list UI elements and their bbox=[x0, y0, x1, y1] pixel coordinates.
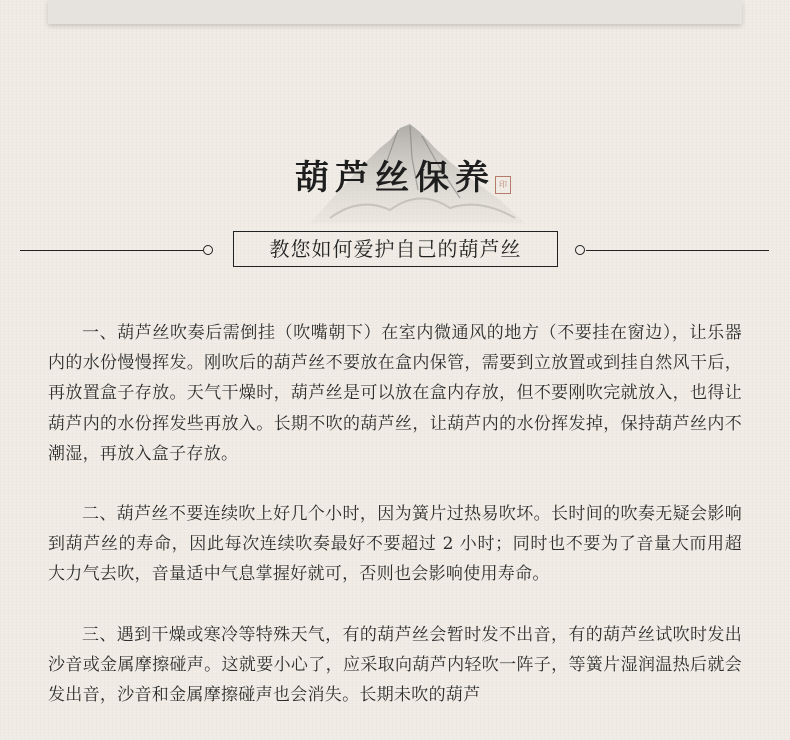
red-seal-stamp: 印 bbox=[495, 176, 511, 194]
divider-left bbox=[20, 250, 203, 251]
page-title: 葫芦丝保养 bbox=[295, 158, 495, 198]
article-body bbox=[48, 318, 742, 740]
divider-dot-right bbox=[575, 245, 585, 255]
divider-right bbox=[586, 250, 769, 251]
top-image-strip bbox=[48, 0, 742, 24]
subtitle-box: 教您如何爱护自己的葫芦丝 bbox=[233, 231, 558, 267]
paragraph-2: 二、葫芦丝不要连续吹上好几个小时，因为簧片过热易吹坏。长时间的吹奏无疑会影响到葫芦丝的寿命，因此每次连续吹奏最好不要超过 2 小时；同时也不要为了音量大而用超大力气去吹，音量适中气息掌握好就可，否则也会影响使用寿命。 bbox=[48, 504, 742, 585]
divider-dot-left bbox=[203, 245, 213, 255]
paragraph-1: 一、葫芦丝吹奏后需倒挂（吹嘴朝下）在室内微通风的地方（不要挂在窗边），让乐器内的水份慢慢挥发。刚吹后的葫芦丝不要放在盒内保管，需要到立放置或到挂自然风干后，再放置盒子存放。天气干燥时，葫芦丝是可以放在盒内存放，但不要刚吹完就放入，也得让葫芦内的水份挥发些再放入。长期不吹的葫芦丝，让葫芦内的水份挥发掉，保持葫芦丝内不潮湿，再放入盒子存放。 bbox=[48, 323, 742, 464]
paragraph-3: 三、遇到干燥或寒冷等特殊天气，有的葫芦丝会暂时发不出音，有的葫芦丝试吹时发出沙音或金属摩擦碰声。这就要小心了，应采取向葫芦内轻吹一阵子，等簧片湿润温热后就会发出音，沙音和金属摩擦碰声也会消失。长期未吹的葫芦 bbox=[48, 624, 742, 706]
